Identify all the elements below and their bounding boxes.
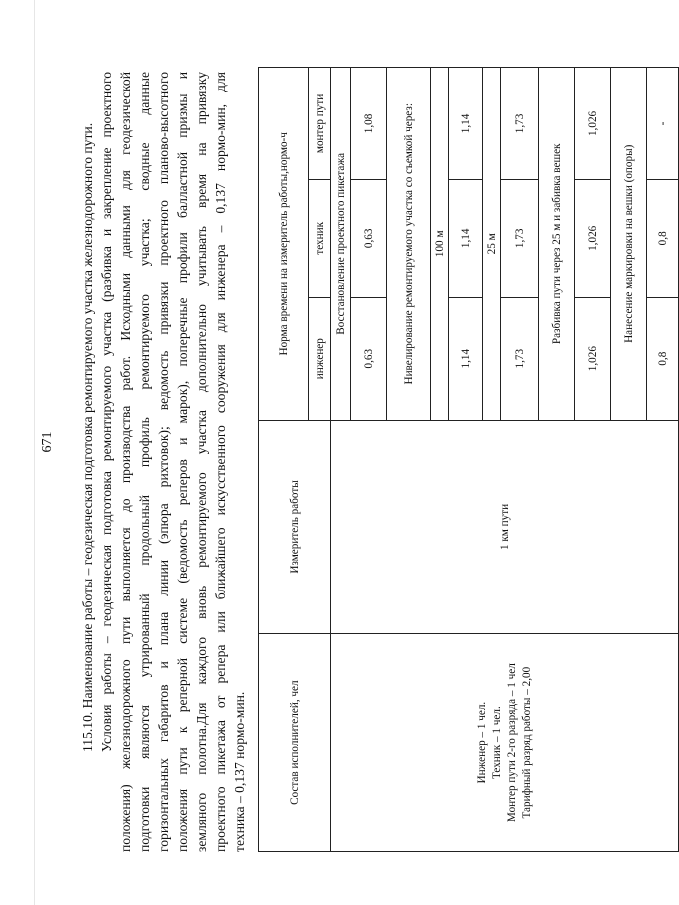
crew-line: Инженер – 1 чел. — [475, 701, 488, 784]
section-sub: 100 м — [431, 68, 449, 421]
header-unit: Измеритель работы — [259, 420, 331, 634]
crew-line: Тарифный разряд работы – 2,00 — [520, 666, 533, 819]
section-title: Нанесение маркировки на вешки (опоры) — [611, 68, 647, 421]
header-norm: Норма времени на измеритель работы,нормо-ч — [259, 68, 309, 421]
value-engineer: 0,8 — [647, 297, 679, 420]
value-track-fitter: 1,14 — [449, 68, 483, 180]
header-crew: Состав исполнителей, чел — [259, 634, 331, 852]
value-technician: 1,14 — [449, 179, 483, 297]
paragraph-line: положения пути к реперной системе (ведомость реперов и марок), поперечные профили балластной призмы и — [175, 72, 190, 852]
paragraph-line: Условия работы – геодезическая подготовка ремонтируемого участка (разбивка и закрепление проектного — [99, 72, 114, 752]
section-title: Разбивка пути через 25 м и забивка вешек — [539, 68, 575, 421]
heading: 115.10. Наименование работы – геодезическая подготовка ремонтируемого участка железнодорожного пути. — [80, 122, 95, 752]
value-technician: 0,63 — [351, 179, 387, 297]
section-title: Нивелирование ремонтируемого участка со съемкой через: — [387, 68, 431, 421]
value-track-fitter: 1,73 — [501, 68, 539, 180]
value-track-fitter: - — [647, 68, 679, 180]
paragraph-line: горизонтальных габаритов и плана линии (эпюра рихтовок); ведомость привязки проектного планово-высотного — [156, 72, 171, 852]
header-col-technician: техник — [309, 179, 331, 297]
scan-edge — [34, 0, 35, 905]
rotated-page — [40, 52, 669, 852]
page-number: 671 — [40, 431, 55, 453]
value-engineer: 1,14 — [449, 297, 483, 420]
paragraph-line: подготовки являются утрированный продольный профиль ремонтируемого участка; сводные данные — [137, 72, 152, 852]
norm-table — [258, 67, 679, 852]
value-track-fitter: 1,08 — [351, 68, 387, 180]
unit-cell: 1 км пути — [331, 420, 679, 634]
paragraph-line: земляного полотна.Для каждого вновь ремонтируемого участка дополнительно учитывать время на привязку — [194, 72, 209, 852]
value-engineer: 1,73 — [501, 297, 539, 420]
header-col-track-fitter: монтер пути — [309, 68, 331, 180]
section-sub: 25 м — [483, 68, 501, 421]
value-technician: 0,8 — [647, 179, 679, 297]
crew-line: Монтер пути 2-го разряда – 1 чел — [505, 663, 518, 823]
value-technician: 1,73 — [501, 179, 539, 297]
value-technician: 1,026 — [575, 179, 611, 297]
paragraph-line: положения) железнодорожного пути выполняется до производства работ. Исходными данными для геодезической — [118, 72, 133, 852]
header-col-engineer: инженер — [309, 297, 331, 420]
crew-line: Техник – 1 чел. — [490, 706, 503, 780]
value-engineer: 1,026 — [575, 297, 611, 420]
description — [78, 72, 249, 852]
crew-cell — [331, 634, 679, 852]
paragraph-line: техника – 0,137 нормо-мин. — [232, 691, 247, 852]
paragraph-line: проектного пикетажа от репера или ближайшего искусственного сооружения для инженера – 0,137 нормо-мин, для — [213, 72, 228, 852]
section-title: Восстановление проектного пикетажа — [331, 68, 351, 421]
value-track-fitter: 1,026 — [575, 68, 611, 180]
value-engineer: 0,63 — [351, 297, 387, 420]
